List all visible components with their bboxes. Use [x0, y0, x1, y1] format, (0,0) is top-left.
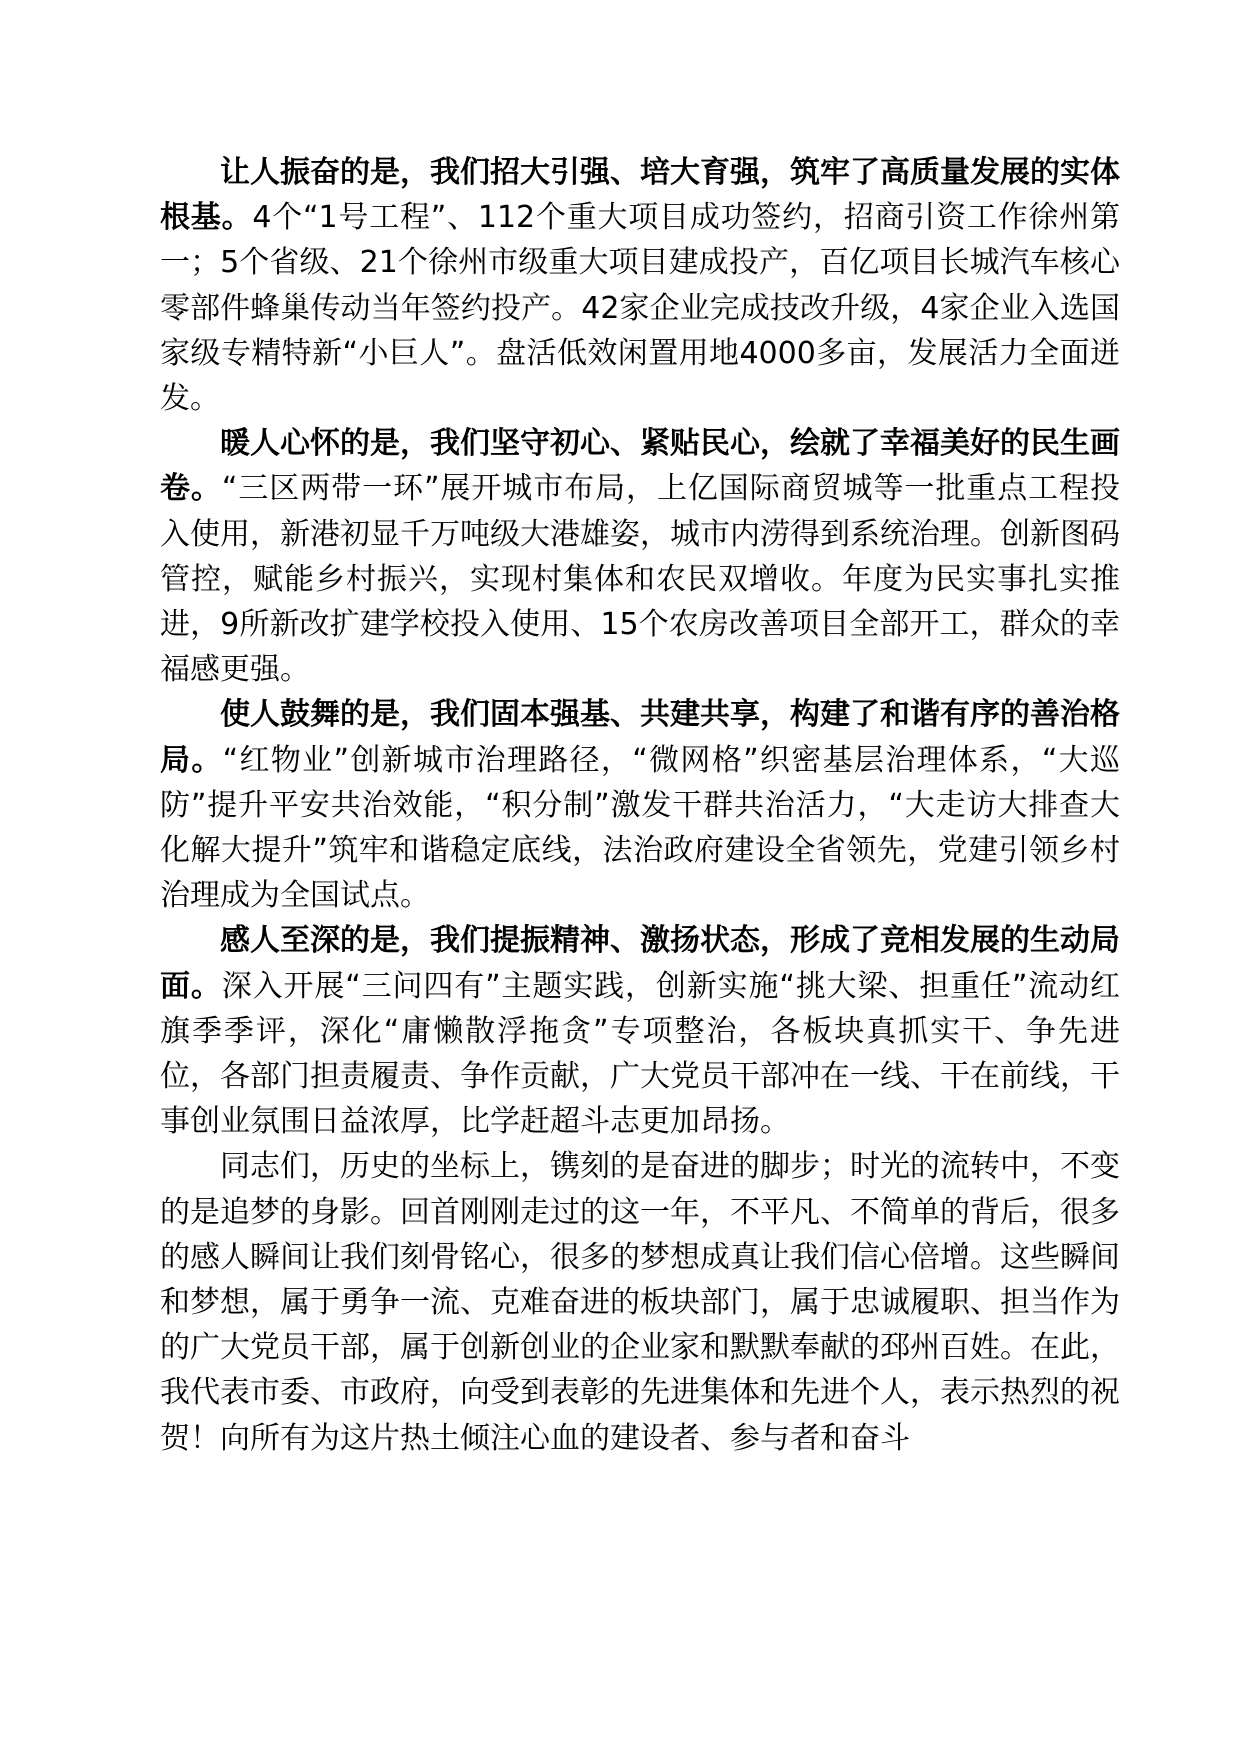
- paragraph-1: [160, 150, 1120, 421]
- paragraph-2-body: “三区两带一环”展开城市布局，上亿国际商贸城等一批重点工程投入使用，新港初显千万吨级大港雄姿，城市内涝得到系统治理。创新图码管控，赋能乡村振兴，实现村集体和农民双增收。年度为民实事扎实推进，9所新改扩建学校投入使用、15个农房改善项目全部开工，群众的幸福感更强。: [160, 471, 1120, 688]
- paragraph-5-body: 同志们，历史的坐标上，镌刻的是奋进的脚步；时光的流转中，不变的是追梦的身影。回首刚刚走过的这一年，不平凡、不简单的背后，很多的感人瞬间让我们刻骨铭心，很多的梦想成真让我们信心倍增。这些瞬间和梦想，属于勇争一流、克难奋进的板块部门，属于忠诚履职、担当作为的广大党员干部，属于创新创业的企业家和默默奉献的邳州百姓。在此，我代表市委、市政府，向受到表彰的先进集体和先进个人，表示热烈的祝贺！向所有为这片热土倾注心血的建设者、参与者和奋斗: [160, 1149, 1120, 1456]
- paragraph-1-lead: 让人振奋的是，我们招大引强、培大育强，筑牢了高质量发展的实体根基。: [160, 155, 1120, 236]
- paragraph-4-body: 深入开展“三问四有”主题实践，创新实施“挑大梁、担重任”流动红旗季季评，深化“庸懒散浮拖贪”专项整治，各板块真抓实干、争先进位，各部门担责履责、争作贡献，广大党员干部冲在一线、干在前线，干事创业氛围日益浓厚，比学赶超斗志更加昂扬。: [160, 968, 1121, 1140]
- paragraph-2: [160, 421, 1120, 692]
- paragraph-5: [160, 1144, 1120, 1460]
- paragraph-2-lead: 暖人心怀的是，我们坚守初心、紧贴民心，绘就了幸福美好的民生画卷。: [160, 426, 1120, 507]
- paragraph-4: [160, 918, 1120, 1144]
- paragraph-3: [160, 692, 1120, 918]
- paragraph-1-body: 4个“1号工程”、112个重大项目成功签约，招商引资工作徐州第一；5个省级、21个徐州市级重大项目建成投产，百亿项目长城汽车核心零部件蜂巢传动当年签约投产。42家企业完成技改升级，4家企业入选国家级专精特新“小巨人”。盘活低效闲置用地4000多亩，发展活力全面迸发。: [160, 200, 1120, 417]
- paragraph-3-body: “红物业”创新城市治理路径，“微网格”织密基层治理体系，“大巡防”提升平安共治效能，“积分制”激发干群共治活力，“大走访大排查大化解大提升”筑牢和谐稳定底线，法治政府建设全省领先，党建引领乡村治理成为全国试点。: [160, 742, 1121, 914]
- paragraph-3-lead: 使人鼓舞的是，我们固本强基、共建共享，构建了和谐有序的善治格局。: [160, 697, 1120, 778]
- paragraph-4-lead: 感人至深的是，我们提振精神、激扬状态，形成了竞相发展的生动局面。: [160, 923, 1120, 1004]
- document-page: [160, 150, 1120, 1461]
